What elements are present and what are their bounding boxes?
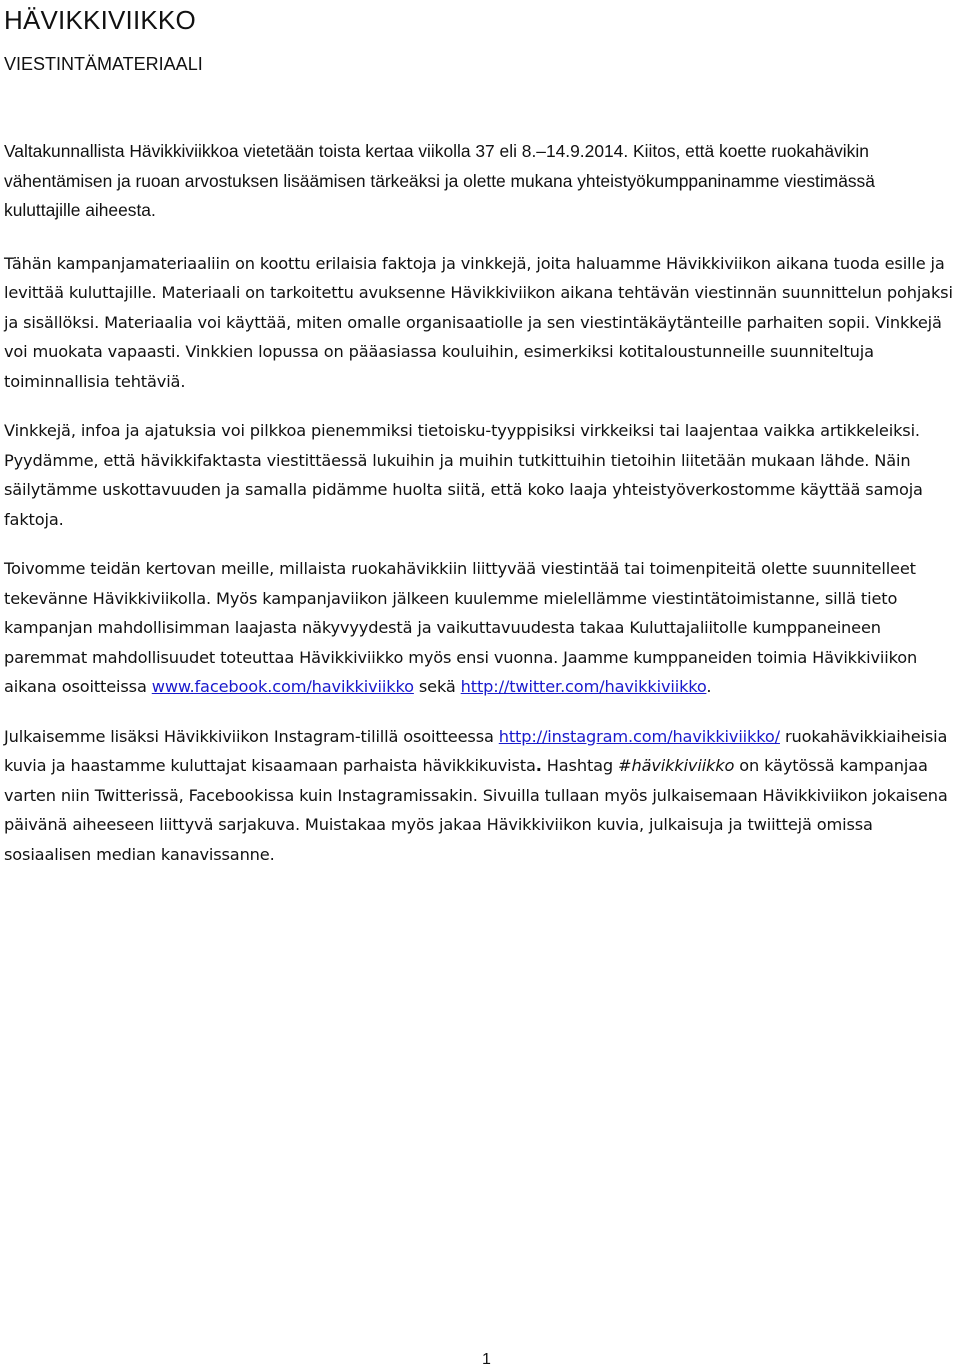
document-title: HÄVIKKIVIIKKO [4, 5, 196, 35]
paragraph-partner-communication [4, 554, 956, 702]
paragraph-campaign-material: Tähän kampanjamateriaaliin on koottu erilaisia faktoja ja vinkkejä, joita haluamme Hävikkiviikon aikana tuoda esille ja levittää kuluttajille. Materiaali on tarkoitettu avuksenne Hävikkiviikon aikana tehtävän viestinnän suunnittelun pohjaksi ja sisällöksi. Materiaalia voi käyttää, miten omalle organisaatiolle ja sen viestintäkäytänteille parhaiten sopii. Vinkkejä voi muokata vapaasti. Vinkkien lopussa on pääasiassa kouluihin, esimerkiksi kotitaloustunneille suunniteltuja toiminnallisia tehtäviä. [4, 253, 953, 391]
facebook-link[interactable]: www.facebook.com/havikkiviikko [151, 677, 414, 696]
paragraph-text: Julkaisemme lisäksi Hävikkiviikon Instagram-tilillä osoitteessa [4, 726, 499, 746]
page-number: 1 [482, 1351, 491, 1368]
document-subtitle: VIESTINTÄMATERIAALI [4, 54, 203, 74]
instagram-link[interactable]: http://instagram.com/havikkiviikko/ [498, 726, 780, 746]
intro-paragraph: Valtakunnallista Hävikkiviikkoa vietetään toista kertaa viikolla 37 eli 8.–14.9.2014. Kiitos, että koette ruokahävikin vähentämisen ja ruoan arvostuksen lisäämisen tärkeäksi ja olette mukana yhteistyökumppaninamme viestimässä kuluttajille aiheesta. [4, 141, 875, 220]
document-page [4, 0, 956, 869]
paragraph-text: Toivomme teidän kertovan meille, millaista ruokahävikkiin liittyvää viestintää tai toimenpiteitä olette suunnitelleet tekevänne Hävikkiviikolla. Myös kampanjaviikon jälkeen kuulemme mielellämme viestintätoimistanne, sillä tieto kampanjan mahdollisimman laajasta näkyvyydestä ja vaikuttavuudesta takaa Kuluttajaliitolle kumppaneineen paremmat mahdollisuudet toteuttaa Hävikkiviikko myös ensi vuonna. Jaamme kumppaneiden toimia Hävikkiviikon aikana osoitteissa [4, 559, 918, 696]
paragraph-text: . [706, 677, 712, 696]
paragraph-instagram [4, 722, 956, 870]
paragraph-text: Hashtag [541, 756, 619, 775]
paragraph-tips-usage: Vinkkejä, infoa ja ajatuksia voi pilkkoa pienemmiksi tietoisku-tyyppisiksi virkkeiksi tai laajentaa vaikka artikkeleiksi. Pyydämme, että hävikkifaktasta viestittäessä lukuihin ja muihin tutkittuihin tietoihin liitetään mukaan lähde. Näin säilytämme uskottavuuden ja samalla pidämme huolta siitä, että koko laaja yhteistyöverkostomme käyttää samoja faktoja. [4, 421, 923, 529]
twitter-link[interactable]: http://twitter.com/havikkiviikko [460, 677, 707, 696]
paragraph-text: on käytössä kampanjaa varten niin Twitterissä, Facebookissa kuin Instagramissakin. Sivuilla tullaan myös julkaisemaan Hävikkiviikon jokaisena päivänä aiheeseen liittyvä sarjakuva. Muistakaa myös jakaa Hävikkiviikon kuvia, julkaisuja ja twiittejä omissa sosiaalisen median kanavissanne. [4, 756, 948, 864]
bold-period: . [535, 756, 542, 775]
paragraph-text: sekä [413, 677, 461, 696]
hashtag: #hävikkiviikko [618, 756, 735, 775]
paragraph-text: ruokahävikkiaiheisia kuvia ja haastamme kuluttajat kisaamaan parhaista hävikkikuvista [4, 726, 948, 775]
